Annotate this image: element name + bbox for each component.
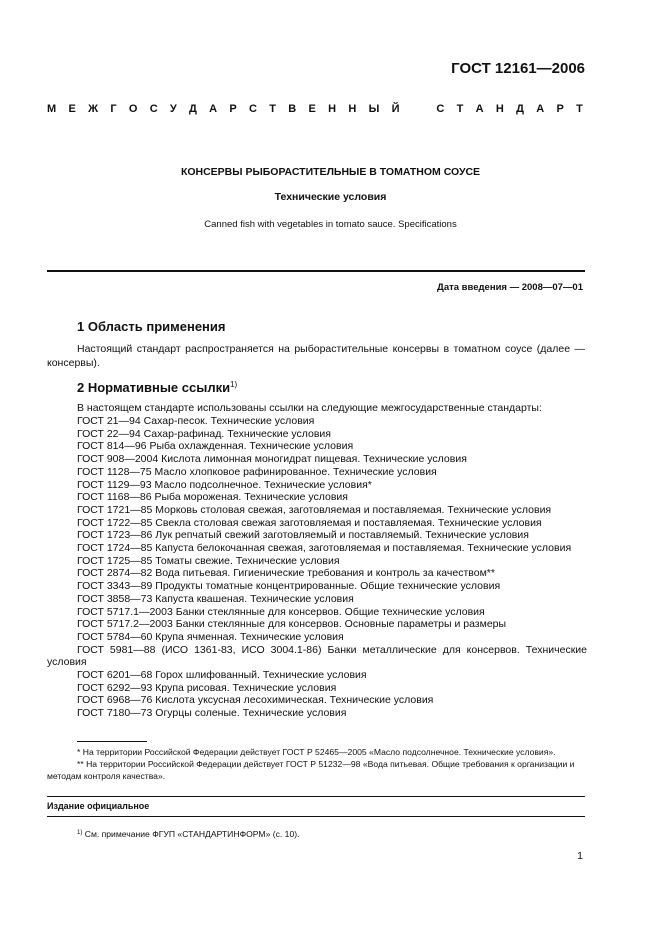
- reference-item: ГОСТ 1723—86 Лук репчатый свежий заготовляемый и поставляемый. Технические условия: [77, 529, 529, 542]
- section-2-heading-footnote-mark: 1): [230, 380, 238, 389]
- banner-letter: Й: [391, 103, 400, 115]
- banner-letter: С: [149, 103, 158, 115]
- banner-letter: Д: [516, 103, 524, 115]
- banner-letter: Н: [495, 103, 504, 115]
- reference-item: ГОСТ 5784—60 Крупа ячменная. Технические условия: [77, 630, 344, 643]
- section-1-heading: 1 Область применения: [77, 319, 226, 334]
- reference-item: ГОСТ 3343—89 Продукты томатные концентрированные. Общие технические условия: [77, 580, 501, 593]
- banner-letter: А: [536, 103, 545, 115]
- official-divider-top: [47, 796, 585, 797]
- reference-item: ГОСТ 5717.2—2003 Банки стеклянные для консервов. Основные параметры и размеры: [77, 618, 507, 631]
- references-intro: В настоящем стандарте использованы ссылки на следующие межгосударственные стандарты:: [77, 402, 542, 414]
- interstate-standard-banner: [47, 103, 583, 115]
- footnotes: [47, 746, 587, 782]
- banner-letter: Н: [348, 103, 357, 115]
- bottom-footnote-text: См. примечание ФГУП «СТАНДАРТИНФОРМ» (с. 10).: [82, 829, 300, 839]
- reference-item: ГОСТ 21—94 Сахар-песок. Технические условия: [77, 415, 315, 427]
- section-1-text: Настоящий стандарт распространяется на рыборастительные консервы в томатном соусе (далее — консервы).: [47, 343, 585, 369]
- banner-letter: Д: [189, 103, 197, 115]
- references-list: [47, 415, 587, 720]
- section-2-heading-text: 2 Нормативные ссылки: [77, 380, 231, 395]
- reference-item: ГОСТ 814—96 Рыба охлажденная. Технические условия: [77, 440, 354, 453]
- banner-letter: Т: [269, 103, 276, 115]
- banner-letter: Р: [229, 103, 237, 115]
- banner-letter: Т: [576, 103, 583, 115]
- reference-item: ГОСТ 1721—85 Морковь столовая свежая, заготовляемая и поставляемая. Технические условия: [77, 503, 552, 516]
- banner-letter: Е: [68, 103, 76, 115]
- title-divider: [47, 270, 585, 272]
- page-number: 1: [577, 850, 583, 862]
- footnote-item: * На территории Российской Федерации действует ГОСТ Р 52465—2005 «Масло подсолнечное. Технические условия».: [77, 747, 556, 757]
- reference-item: ГОСТ 1724—85 Капуста белокочанная свежая, заготовляемая и поставляемая. Технические условия: [77, 542, 572, 555]
- document-title: КОНСЕРВЫ РЫБОРАСТИТЕЛЬНЫЕ В ТОМАТНОМ СОУСЕ: [180, 166, 481, 178]
- banner-letter: С: [436, 103, 445, 115]
- official-edition-label: Издание официальное: [47, 801, 150, 811]
- banner-letter: Р: [556, 103, 564, 115]
- banner-letter: С: [249, 103, 257, 115]
- footnote-item: ** На территории Российской Федерации действует ГОСТ Р 51232—98 «Вода питьевая. Общие требования к организации и методам контроля качества».: [47, 759, 575, 781]
- banner-letter: Г: [110, 103, 117, 115]
- introduction-date: Дата введения — 2008—07—01: [437, 282, 583, 293]
- banner-letter: А: [209, 103, 218, 115]
- reference-item: ГОСТ 3858—73 Капуста квашеная. Технические условия: [77, 592, 354, 605]
- banner-letter: А: [475, 103, 484, 115]
- banner-letter: О: [128, 103, 138, 115]
- reference-item: ГОСТ 1725—85 Томаты свежие. Технические условия: [77, 554, 340, 567]
- section-2-heading: [77, 380, 237, 395]
- reference-item: ГОСТ 5981—88 (ИСО 1361-83, ИСО 3004.1-86) Банки металлические для консервов. Технические условия: [47, 643, 587, 669]
- reference-item: ГОСТ 22—94 Сахар-рафинад. Технические условия: [77, 427, 331, 440]
- reference-item: ГОСТ 6201—68 Горох шлифованный. Технические условия: [77, 669, 367, 682]
- reference-item: ГОСТ 1722—85 Свекла столовая свежая заготовляемая и поставляемая. Технические условия: [77, 516, 542, 529]
- banner-letter: Ж: [88, 103, 99, 115]
- footnote-divider: [77, 741, 147, 742]
- reference-item: ГОСТ 1128—75 Масло хлопковое рафинированное. Технические условия: [77, 465, 437, 478]
- reference-item: ГОСТ 1129—93 Масло подсолнечное. Технические условия*: [77, 478, 372, 491]
- official-divider-bottom: [47, 816, 585, 817]
- banner-letter: М: [47, 103, 57, 115]
- reference-item: ГОСТ 908—2004 Кислота лимонная моногидрат пищевая. Технические условия: [77, 453, 467, 466]
- reference-item: ГОСТ 5717.1—2003 Банки стеклянные для консервов. Общие технические условия: [77, 605, 485, 618]
- banner-letter: Н: [328, 103, 337, 115]
- gost-code: ГОСТ 12161—2006: [451, 60, 585, 77]
- document-subtitle: Технические условия: [274, 191, 387, 203]
- banner-letter: Т: [456, 103, 464, 115]
- reference-item: ГОСТ 2874—82 Вода питьевая. Гигиенические требования и контроль за качеством**: [77, 567, 495, 580]
- bottom-footnote-mark: 1): [77, 830, 83, 836]
- banner-letter: Е: [308, 103, 316, 115]
- english-title: Canned fish with vegetables in tomato sauce. Specifications: [204, 219, 457, 230]
- reference-item: ГОСТ 1168—86 Рыба мороженая. Технические условия: [77, 491, 348, 504]
- bottom-footnote: [77, 829, 300, 839]
- reference-item: ГОСТ 7180—73 Огурцы соленые. Технические условия: [77, 707, 347, 720]
- banner-letter: Ы: [368, 103, 380, 115]
- reference-item: ГОСТ 6292—93 Крупа рисовая. Технические условия: [77, 681, 337, 694]
- reference-item: ГОСТ 6968—76 Кислота уксусная лесохимическая. Технические условия: [77, 694, 434, 707]
- banner-letter: У: [169, 103, 177, 115]
- banner-letter: В: [288, 103, 297, 115]
